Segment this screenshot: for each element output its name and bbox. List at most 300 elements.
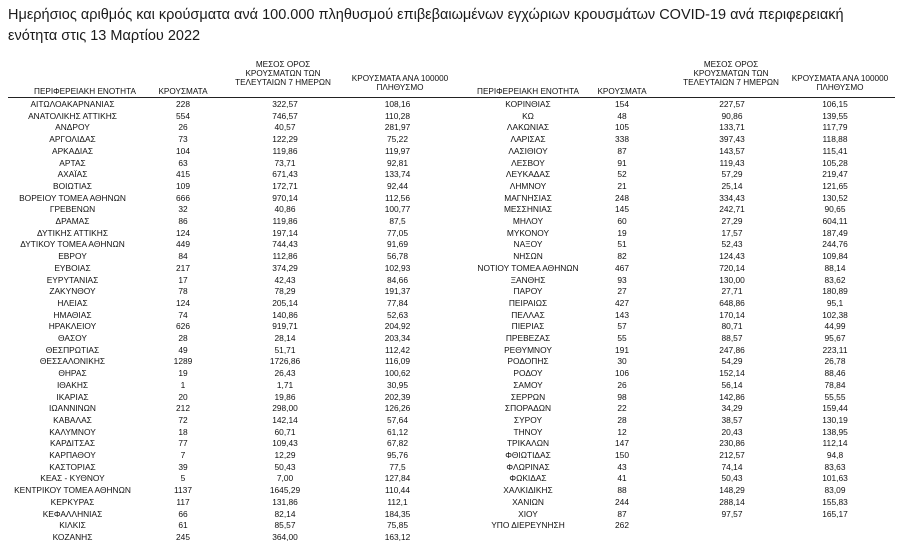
cell-avg-right: 397,43 (719, 134, 745, 145)
table-row (0, 520, 900, 530)
header-avg-right-line3: ΤΕΛΕΥΤΑΙΩΝ 7 ΗΜΕΡΩΝ (683, 78, 779, 87)
cell-avg-right: 143,57 (719, 145, 745, 156)
cell-avg-right: 27,71 (721, 286, 743, 297)
cell-avg-left: 12,29 (274, 450, 296, 460)
cell-per100k-left: 133,74 (384, 169, 411, 180)
cell-avg-right: 152,14 (719, 368, 745, 379)
cell-name-right: ΚΩ (522, 110, 534, 121)
cell-name-right: ΥΠΟ ΔΙΕΡΕΥΝΗΣΗ (491, 520, 565, 531)
cell-name-left: ΘΕΣΣΑΛΟΝΙΚΗΣ (39, 356, 106, 367)
cell-cases-right: 98 (617, 391, 627, 402)
cell-avg-left: 374,29 (272, 262, 298, 273)
cell-name-left: ΔΡΑΜΑΣ (55, 216, 90, 226)
cell-per100k-left: 61,12 (387, 426, 408, 437)
cell-name-left: ΙΘΑΚΗΣ (56, 379, 89, 390)
cell-avg-right: 230,86 (719, 438, 745, 449)
cell-per100k-left: 203,34 (384, 333, 411, 343)
cell-avg-left: 1,71 (276, 379, 294, 390)
cell-per100k-right: 83,62 (824, 274, 846, 285)
cell-cases-left: 5 (180, 473, 186, 484)
cell-name-left: ΚΑΛΥΜΝΟΥ (49, 426, 96, 437)
cell-name-right: ΚΟΡΙΝΘΙΑΣ (505, 99, 551, 109)
header-avg-left-line3: ΤΕΛΕΥΤΑΙΩΝ 7 ΗΜΕΡΩΝ (235, 78, 331, 87)
cell-avg-right: 50,43 (721, 473, 743, 484)
table-row (0, 497, 900, 507)
table-row (0, 345, 900, 355)
cell-avg-left: 26,43 (274, 368, 296, 379)
cell-per100k-right: 105,28 (822, 157, 848, 168)
table-row (0, 146, 900, 156)
cell-cases-left: 666 (176, 192, 190, 203)
cell-avg-left: 40,57 (274, 122, 296, 133)
cell-per100k-left: 67,82 (387, 438, 408, 449)
cell-per100k-right: 117,79 (822, 122, 848, 133)
cell-per100k-right: 109,84 (822, 251, 848, 262)
table-row (0, 321, 900, 331)
cell-name-right: ΜΥΚΟΝΟΥ (506, 227, 550, 238)
header-avg-right-line1: ΜΕΣΟΣ ΟΡΟΣ (703, 60, 759, 69)
cell-cases-left: 1289 (173, 356, 193, 367)
cell-name-left: ΓΡΕΒΕΝΩΝ (49, 204, 96, 215)
cell-cases-left: 124 (176, 227, 190, 238)
cell-per100k-left: 87,5 (389, 216, 406, 226)
cell-per100k-right: 244,76 (822, 239, 848, 250)
cell-cases-right: 21 (617, 180, 627, 191)
cell-avg-right: 97,57 (721, 508, 743, 519)
cell-cases-left: 73 (178, 134, 188, 145)
cell-cases-right: 262 (615, 520, 629, 531)
cell-per100k-right: 138,95 (822, 426, 848, 437)
cell-cases-left: 109 (176, 180, 190, 191)
cell-avg-left: 970,14 (272, 192, 298, 203)
cell-name-right: ΜΗΛΟΥ (512, 216, 544, 226)
cell-cases-left: 1137 (173, 485, 192, 496)
cell-cases-left: 228 (176, 99, 190, 109)
cell-avg-right: 334,43 (719, 192, 745, 203)
cell-name-left: ΚΕΑΣ - ΚΥΘΝΟΥ (40, 473, 105, 484)
cell-avg-left: 19,86 (274, 391, 296, 402)
table-row (0, 134, 900, 144)
header-unit-left: ΠΕΡΙΦΕΡΕΙΑΚΗ ΕΝΟΤΗΤΑ (34, 87, 136, 96)
cell-name-left: ΕΒΡΟΥ (58, 251, 87, 262)
cell-avg-right: 247,86 (719, 344, 745, 355)
cell-avg-right: 17,57 (721, 227, 743, 238)
cell-name-right: ΠΕΛΛΑΣ (511, 309, 545, 320)
cell-avg-right: 25,14 (721, 180, 743, 191)
cell-cases-right: 52 (617, 169, 627, 180)
cell-name-right: ΣΑΜΟΥ (513, 379, 543, 390)
cell-per100k-right: 187,49 (822, 227, 848, 238)
cell-name-left: ΚΑΡΔΙΤΣΑΣ (49, 438, 96, 449)
header-per100k-right (780, 74, 900, 92)
cell-per100k-right: 94,8 (826, 450, 844, 460)
cell-avg-left: 112,86 (272, 251, 298, 262)
header-avg-left-line2: ΚΡΟΥΣΜΑΤΩΝ ΤΩΝ (245, 69, 321, 78)
cell-cases-right: 82 (617, 251, 627, 262)
cell-name-left: ΚΑΒΑΛΑΣ (53, 414, 92, 425)
cell-cases-left: 19 (178, 368, 188, 379)
cell-cases-right: 93 (617, 274, 627, 285)
cell-cases-right: 427 (615, 297, 629, 308)
table-row (0, 427, 900, 437)
cell-per100k-left: 108,16 (384, 99, 411, 109)
cell-avg-right: 212,57 (719, 450, 745, 460)
cell-name-left: ΗΛΕΙΑΣ (57, 297, 88, 308)
cell-avg-left: 142,14 (272, 414, 298, 425)
cell-avg-right: 242,71 (719, 204, 745, 215)
cell-cases-right: 147 (615, 438, 629, 449)
cell-per100k-left: 204,92 (384, 321, 411, 332)
cell-avg-right: 57,29 (721, 169, 743, 180)
cell-per100k-left: 110,28 (385, 110, 410, 121)
cell-name-right: ΛΑΚΩΝΙΑΣ (506, 122, 550, 133)
cell-name-left: ΑΧΑΪΑΣ (57, 169, 88, 180)
cell-per100k-left: 102,93 (384, 262, 411, 273)
cell-per100k-right: 165,17 (822, 508, 848, 519)
cell-avg-right: 80,71 (721, 321, 743, 332)
cell-per100k-left: 119,97 (385, 145, 410, 156)
cell-per100k-left: 77,05 (387, 227, 408, 238)
cell-avg-right: 133,71 (719, 122, 745, 133)
cell-per100k-left: 84,66 (387, 274, 408, 285)
cell-avg-right: 720,14 (719, 262, 745, 273)
cell-name-right: ΛΑΡΙΣΑΣ (510, 134, 546, 145)
header-avg-right-line2: ΚΡΟΥΣΜΑΤΩΝ ΤΩΝ (693, 69, 769, 78)
cell-cases-left: 117 (176, 496, 190, 507)
cell-avg-right: 56,14 (721, 379, 743, 390)
cell-avg-left: 1645,29 (269, 485, 301, 496)
header-divider-right (455, 97, 895, 98)
cell-name-right: ΜΑΓΝΗΣΙΑΣ (504, 192, 552, 203)
cell-avg-left: 197,14 (272, 227, 298, 238)
cell-name-right: ΤΡΙΚΑΛΩΝ (506, 438, 550, 449)
cell-name-left: ΔΥΤΙΚΗΣ ΑΤΤΙΚΗΣ (36, 227, 108, 238)
cell-cases-right: 57 (617, 321, 627, 332)
cell-cases-left: 39 (178, 461, 188, 472)
header-avg-left-line1: ΜΕΣΟΣ ΟΡΟΣ (255, 60, 311, 69)
table-row (0, 415, 900, 425)
cell-per100k-right: 223,11 (822, 344, 848, 355)
cell-cases-right: 87 (617, 145, 627, 156)
cell-per100k-left: 163,12 (384, 531, 411, 542)
cell-name-right: ΠΑΡΟΥ (513, 286, 543, 297)
cell-name-left: ΘΑΣΟΥ (58, 333, 87, 343)
cell-name-left: ΚΕΝΤΡΙΚΟΥ ΤΟΜΕΑ ΑΘΗΝΩΝ (14, 485, 131, 496)
cell-cases-left: 18 (178, 426, 188, 437)
cell-name-right: ΣΥΡΟΥ (513, 414, 543, 425)
cell-avg-right: 648,86 (719, 297, 745, 308)
cell-cases-left: 20 (178, 391, 188, 402)
cell-per100k-right: 219,47 (822, 169, 848, 180)
cell-per100k-left: 116,09 (385, 356, 410, 367)
cell-cases-right: 43 (617, 461, 627, 472)
cell-cases-right: 30 (617, 356, 627, 367)
cell-name-right: ΠΡΕΒΕΖΑΣ (505, 333, 551, 343)
cell-name-left: ΙΩΑΝΝΙΝΩΝ (49, 403, 96, 414)
cell-avg-right: 52,43 (721, 239, 743, 250)
cell-avg-right: 148,29 (719, 485, 745, 496)
table-row (0, 239, 900, 249)
header-cases-right: ΚΡΟΥΣΜΑΤΑ (597, 87, 647, 96)
cell-name-left: ΒΟΙΩΤΙΑΣ (53, 180, 92, 191)
cell-per100k-right: 106,15 (822, 99, 848, 109)
cell-name-right: ΛΑΣΙΘΙΟΥ (508, 145, 548, 156)
cell-per100k-left: 56,78 (387, 251, 408, 262)
cell-per100k-right: 95,1 (826, 297, 844, 308)
cell-cases-left: 32 (178, 204, 188, 215)
cell-cases-left: 124 (176, 297, 190, 308)
table-row (0, 333, 900, 343)
cell-per100k-right: 26,78 (824, 356, 846, 367)
cell-per100k-right: 44,99 (824, 321, 846, 332)
table-row (0, 532, 900, 542)
cell-per100k-left: 52,63 (387, 309, 408, 320)
cell-avg-left: 50,43 (274, 461, 296, 472)
cell-cases-left: 626 (176, 321, 190, 332)
cell-name-right: ΡΟΔΟΠΗΣ (507, 356, 549, 367)
table-row (0, 298, 900, 308)
cell-name-right: ΡΕΘΥΜΝΟΥ (504, 344, 552, 355)
cell-per100k-right: 78,84 (824, 379, 846, 390)
cell-avg-left: 51,71 (274, 344, 296, 355)
header-per100k-right-line2: ΠΛΗΘΥΣΜΟ (816, 83, 864, 92)
cell-avg-left: 172,71 (272, 180, 298, 191)
cell-cases-left: 72 (178, 414, 188, 425)
cell-per100k-left: 127,84 (384, 473, 411, 484)
cell-per100k-right: 115,41 (822, 145, 848, 156)
cell-name-right: ΦΛΩΡΙΝΑΣ (506, 461, 550, 472)
cell-name-left: ΚΑΣΤΟΡΙΑΣ (49, 461, 96, 472)
cell-avg-left: 131,86 (272, 496, 298, 507)
cell-avg-left: 119,86 (272, 145, 298, 156)
table-row (0, 169, 900, 179)
cell-per100k-left: 75,22 (387, 134, 408, 145)
cell-cases-right: 87 (617, 508, 627, 519)
cell-cases-left: 104 (176, 145, 190, 156)
cell-per100k-left: 92,81 (387, 157, 408, 168)
cell-name-right: ΧΑΛΚΙΔΙΚΗΣ (503, 485, 553, 496)
cell-avg-left: 78,29 (274, 286, 296, 297)
cell-per100k-right: 180,89 (822, 286, 848, 297)
cell-name-right: ΛΕΥΚΑΔΑΣ (505, 169, 551, 180)
cell-name-right: ΠΙΕΡΙΑΣ (511, 321, 545, 332)
cell-name-left: ΘΗΡΑΣ (58, 368, 87, 379)
header-unit-right: ΠΕΡΙΦΕΡΕΙΑΚΗ ΕΝΟΤΗΤΑ (477, 87, 579, 96)
cell-per100k-right: 83,09 (824, 485, 846, 496)
table-row (0, 450, 900, 460)
table-row (0, 509, 900, 519)
cell-cases-right: 150 (615, 450, 629, 460)
cell-per100k-left: 202,39 (384, 391, 411, 402)
page-title: Ημερήσιος αριθμός και κρούσματα ανά 100.000 πληθυσμού επιβεβαιωμένων εγχώριων κρουσμάτων COVID-19 ανά περιφερειακή ενότητα στις 13 Μαρτίου 2022 (8, 7, 844, 44)
cell-cases-left: 7 (180, 450, 186, 460)
cell-cases-right: 55 (617, 333, 627, 343)
header-cases-left: ΚΡΟΥΣΜΑΤΑ (158, 87, 208, 96)
cell-avg-left: 42,43 (274, 274, 296, 285)
table-row (0, 286, 900, 296)
cell-cases-right: 51 (617, 239, 627, 250)
cell-cases-left: 63 (178, 157, 188, 168)
cell-avg-right: 88,57 (721, 333, 743, 343)
cell-name-left: ΑΡΚΑΔΙΑΣ (51, 145, 94, 156)
header-per100k-right-line1: ΚΡΟΥΣΜΑΤΑ ΑΝΑ 100000 (791, 74, 889, 83)
cell-avg-left: 60,71 (274, 426, 296, 437)
cell-per100k-left: 112,1 (387, 496, 408, 507)
cell-name-right: ΧΙΟΥ (518, 508, 538, 519)
cell-avg-right: 34,29 (721, 403, 743, 414)
cell-avg-right: 170,14 (719, 309, 745, 320)
cell-cases-right: 41 (617, 473, 627, 484)
cell-per100k-left: 126,26 (384, 403, 411, 414)
cell-cases-left: 74 (178, 309, 188, 320)
cell-cases-right: 105 (615, 122, 629, 133)
table-row (0, 99, 900, 109)
cell-name-left: ΕΥΡΥΤΑΝΙΑΣ (46, 274, 99, 285)
cell-cases-left: 415 (176, 169, 190, 180)
cell-cases-right: 22 (617, 403, 627, 414)
cell-name-left: ΑΝΔΡΟΥ (55, 122, 90, 133)
cell-name-right: ΛΗΜΝΟΥ (509, 180, 547, 191)
cell-name-left: ΚΙΛΚΙΣ (59, 520, 86, 531)
cell-per100k-right: 90,65 (824, 204, 846, 215)
cell-name-left: ΚΑΡΠΑΘΟΥ (49, 450, 96, 460)
table-row (0, 204, 900, 214)
cell-per100k-left: 57,64 (387, 414, 408, 425)
header-per100k-left-line1: ΚΡΟΥΣΜΑΤΑ ΑΝΑ 100000 (351, 74, 449, 83)
table-row (0, 368, 900, 378)
cell-per100k-right: 102,38 (822, 309, 848, 320)
cell-name-left: ΘΕΣΠΡΩΤΙΑΣ (45, 344, 100, 355)
cell-avg-right: 90,86 (721, 110, 743, 121)
cell-per100k-right: 604,11 (822, 216, 848, 226)
table-row (0, 275, 900, 285)
cell-per100k-left: 75,85 (387, 520, 408, 531)
cell-per100k-right: 83,63 (824, 461, 846, 472)
cell-avg-left: 40,86 (274, 204, 296, 215)
cell-name-left: ΑΡΓΟΛΙΔΑΣ (49, 134, 96, 145)
cell-per100k-right: 155,83 (822, 496, 848, 507)
cell-cases-right: 106 (615, 368, 629, 379)
cell-name-left: ΔΥΤΙΚΟΥ ΤΟΜΕΑ ΑΘΗΝΩΝ (20, 239, 125, 250)
table-row (0, 310, 900, 320)
cell-avg-left: 298,00 (272, 403, 298, 414)
cell-name-left: ΗΡΑΚΛΕΙΟΥ (48, 321, 97, 332)
cell-per100k-left: 30,95 (387, 379, 408, 390)
cell-per100k-right: 55,55 (824, 391, 846, 402)
cell-cases-left: 245 (176, 531, 190, 542)
cell-cases-right: 145 (615, 204, 629, 215)
cell-per100k-left: 112,56 (385, 192, 410, 203)
cell-avg-right: 227,57 (719, 99, 745, 109)
cell-cases-right: 244 (615, 496, 629, 507)
cell-cases-right: 88 (617, 485, 627, 496)
cell-name-right: ΣΕΡΡΩΝ (510, 391, 546, 402)
cell-avg-left: 119,86 (272, 216, 298, 226)
table-row (0, 438, 900, 448)
cell-per100k-left: 77,5 (389, 461, 406, 472)
table-row (0, 181, 900, 191)
cell-avg-left: 109,43 (272, 438, 298, 449)
cell-per100k-right: 139,55 (822, 110, 848, 121)
header-avg-left (228, 60, 338, 87)
header-avg-right (676, 60, 786, 87)
cell-avg-right: 27,29 (721, 216, 743, 226)
cell-avg-left: 919,71 (272, 321, 298, 332)
cell-cases-left: 49 (178, 344, 188, 355)
cell-cases-right: 27 (617, 286, 627, 297)
cell-per100k-left: 100,77 (384, 204, 411, 215)
cell-cases-right: 91 (617, 157, 627, 168)
cell-per100k-right: 159,44 (822, 403, 848, 414)
cell-cases-left: 449 (176, 239, 190, 250)
header-divider-left (8, 97, 458, 98)
cell-avg-left: 28,14 (274, 333, 296, 343)
cell-per100k-left: 92,44 (387, 180, 408, 191)
cell-avg-left: 671,43 (272, 169, 298, 180)
table-row (0, 380, 900, 390)
cell-avg-left: 85,57 (274, 520, 296, 531)
cell-name-left: ΗΜΑΘΙΑΣ (53, 309, 92, 320)
cell-name-right: ΠΕΙΡΑΙΩΣ (508, 297, 548, 308)
cell-name-right: ΤΗΝΟΥ (513, 426, 543, 437)
cell-cases-left: 554 (176, 110, 190, 121)
cell-name-left: ΚΕΡΚΥΡΑΣ (50, 496, 95, 507)
cell-per100k-left: 191,37 (384, 286, 411, 297)
cell-per100k-right: 130,52 (822, 192, 848, 203)
cell-per100k-right: 118,88 (822, 134, 848, 145)
cell-per100k-left: 184,35 (384, 508, 411, 519)
cell-avg-right: 130,00 (719, 274, 745, 285)
cell-per100k-left: 95,76 (387, 450, 408, 460)
cell-avg-left: 1726,86 (269, 356, 301, 367)
cell-avg-left: 73,71 (274, 157, 296, 168)
cell-per100k-right: 88,46 (824, 368, 846, 379)
cell-name-right: ΞΑΝΘΗΣ (510, 274, 546, 285)
cell-cases-right: 467 (615, 262, 629, 273)
cell-per100k-right: 112,14 (822, 438, 848, 449)
cell-avg-right: 288,14 (719, 496, 745, 507)
cell-name-right: ΝΗΣΩΝ (513, 251, 543, 262)
cell-per100k-right: 88,14 (824, 262, 846, 273)
cell-cases-right: 19 (617, 227, 627, 238)
cell-name-right: ΣΠΟΡΑΔΩΝ (504, 403, 552, 414)
cell-avg-left: 364,00 (272, 531, 298, 542)
table-row (0, 356, 900, 366)
cell-cases-left: 61 (178, 520, 188, 531)
cell-per100k-right: 101,63 (822, 473, 848, 484)
cell-avg-left: 746,57 (272, 110, 298, 121)
cell-name-right: ΦΘΙΩΤΙΔΑΣ (505, 450, 551, 460)
cell-avg-left: 744,43 (272, 239, 298, 250)
cell-avg-left: 82,14 (274, 508, 296, 519)
cell-cases-right: 60 (617, 216, 627, 226)
table-row (0, 228, 900, 238)
cell-cases-left: 17 (178, 274, 188, 285)
table-row (0, 158, 900, 168)
table-row (0, 193, 900, 203)
table-row (0, 485, 900, 495)
cell-avg-right: 124,43 (719, 251, 745, 262)
cell-cases-right: 248 (615, 192, 629, 203)
cell-per100k-left: 91,69 (387, 239, 408, 250)
cell-cases-left: 77 (178, 438, 188, 449)
cell-avg-left: 322,57 (272, 99, 298, 109)
table-row (0, 111, 900, 121)
table-row (0, 216, 900, 226)
cell-avg-left: 7,00 (276, 473, 294, 484)
table-row (0, 462, 900, 472)
cell-per100k-left: 110,44 (385, 485, 410, 496)
